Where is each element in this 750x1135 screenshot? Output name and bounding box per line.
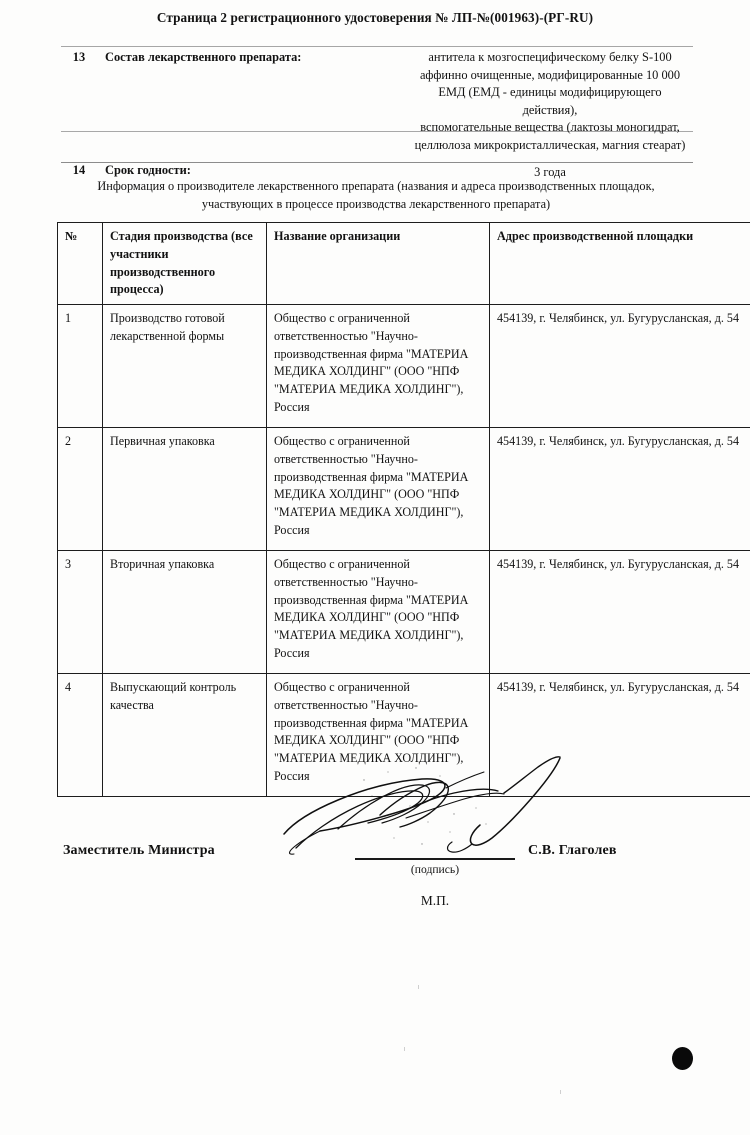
- row-address: 454139, г. Челябинск, ул. Бугурусланская, д. 54: [490, 674, 750, 797]
- table-row: [58, 551, 750, 674]
- column-header-number: №: [58, 223, 103, 305]
- row-address: 454139, г. Челябинск, ул. Бугурусланская, д. 54: [490, 551, 750, 674]
- table-header-row: [58, 223, 750, 305]
- detail-label: Состав лекарственного препарата:: [105, 50, 302, 64]
- row-organization: Общество с ограниченной ответственностью "Научно-производственная фирма "МАТЕРИА МЕДИКА ХОЛДИНГ" (ООО "НПФ "МАТЕРИА МЕДИКА ХОЛДИНГ"), Россия: [267, 428, 490, 551]
- manufacturer-intro-paragraph: [62, 178, 690, 214]
- intro-line-2: участвующих в процессе производства лекарственного препарата): [201, 196, 551, 211]
- composition-line: антитела к мозгоспецифическому белку S-100: [428, 50, 672, 64]
- column-header-address: Адрес производственной площадки: [490, 223, 750, 305]
- table-row: [58, 305, 750, 428]
- detail-number: 13: [72, 50, 86, 64]
- row-address: 454139, г. Челябинск, ул. Бугурусланская, д. 54: [490, 428, 750, 551]
- row-address: 454139, г. Челябинск, ул. Бугурусланская, д. 54: [490, 305, 750, 428]
- composition-line: целлюлоза микрокристаллическая, магния стеарат): [414, 138, 686, 153]
- signature-line: [355, 858, 515, 860]
- signatory-role: Заместитель Министра: [63, 843, 215, 858]
- scan-speck: [404, 1047, 405, 1051]
- row-stage: Первичная упаковка: [103, 428, 267, 551]
- composition-line: вспомогательные вещества (лактозы моногидрат,: [420, 120, 680, 135]
- manufacturing-sites-table: [57, 222, 750, 797]
- signature-caption: (подпись): [410, 863, 460, 876]
- row-stage: Вторичная упаковка: [103, 551, 267, 674]
- scan-speck: [418, 985, 419, 989]
- scan-punch-dot: [672, 1047, 693, 1070]
- row-organization: Общество с ограниченной ответственностью "Научно-производственная фирма "МАТЕРИА МЕДИКА ХОЛДИНГ" (ООО "НПФ "МАТЕРИА МЕДИКА ХОЛДИНГ"), Россия: [267, 674, 490, 797]
- detail-value: 3 года: [534, 164, 566, 179]
- row-number: 2: [58, 428, 103, 551]
- column-header-stage: Стадия производства (все участники производственного процесса): [103, 223, 267, 305]
- table-row: [61, 46, 693, 159]
- row-organization: Общество с ограниченной ответственностью "Научно-производственная фирма "МАТЕРИА МЕДИКА ХОЛДИНГ" (ООО "НПФ "МАТЕРИА МЕДИКА ХОЛДИНГ"), Россия: [267, 551, 490, 674]
- row-number: 4: [58, 674, 103, 797]
- scan-speck: [560, 1090, 561, 1094]
- detail-number: 14: [72, 162, 86, 177]
- stamp-marker: М.П.: [420, 893, 450, 908]
- page-title: Страница 2 регистрационного удостоверения № ЛП-№(001963)-(РГ-RU): [156, 10, 594, 25]
- row-number: 1: [58, 305, 103, 428]
- registration-details-table: [61, 46, 693, 198]
- detail-value: [405, 46, 693, 159]
- table-row: [58, 428, 750, 551]
- row-stage: Выпускающий контроль качества: [103, 674, 267, 797]
- composition-line: аффинно очищенные, модифицированные 10 000: [419, 67, 681, 82]
- composition-line: ЕМД (ЕМД - единицы модифицирующего действия),: [438, 85, 662, 117]
- row-number: 3: [58, 551, 103, 674]
- intro-line-1: Информация о производителе лекарственного препарата (названия и адреса производственных площадок,: [97, 179, 655, 193]
- row-organization: Общество с ограниченной ответственностью "Научно-производственная фирма "МАТЕРИА МЕДИКА ХОЛДИНГ" (ООО "НПФ "МАТЕРИА МЕДИКА ХОЛДИНГ"), Россия: [267, 305, 490, 428]
- table-row: [58, 674, 750, 797]
- column-header-organization: Название организации: [267, 223, 490, 305]
- signatory-name: С.В. Глаголев: [528, 843, 617, 858]
- detail-label: Срок годности:: [105, 162, 191, 177]
- row-stage: Производство готовой лекарственной формы: [103, 305, 267, 428]
